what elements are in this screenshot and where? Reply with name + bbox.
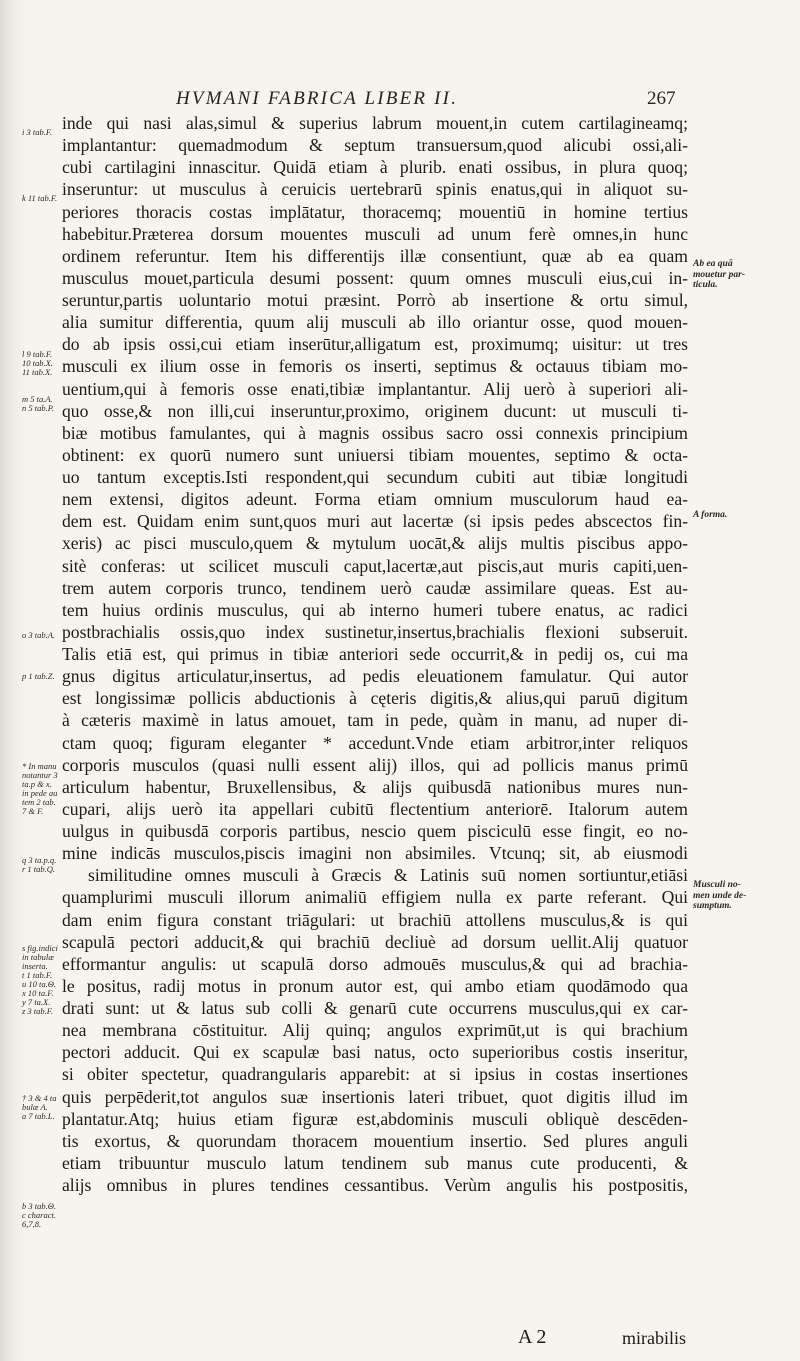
margin-note-left: † 3 & 4 ta bulæ A. a 7 tab.L. [22,1093,57,1121]
margin-note-left: * In manu notantur 3 ta.p & x. in pede au tem 2 tab. 7 & F. [22,761,58,816]
margin-note-left: s fig.indici in tabulæ inserta. t 1 tab.F. u 10 ta.Θ. x 10 ta.F. y 7 ta.X. z 3 tab.F. [22,943,58,1016]
text-line: xeris) ac pisci musculo,quem & mytulum uocāt,& alijs multis piscibus appo- [62,533,688,554]
text-line: alijs omnibus in plures tendines cessantibus. Verùm angulis his postpositis, [62,1175,688,1195]
text-line: similitudine omnes musculi à Græcis & Latinis suū nomen sortiuntur,etiāsi [88,865,688,886]
page-number: 267 [647,88,676,109]
text-line: nea membrana cōstituitur. Alij quinq; angulos exprimūt,ut is qui brachium [62,1020,688,1041]
text-line: articulum habentur, Bruxellensibus, & alijs quibusdā nationibus mures nun- [62,776,688,797]
text-line: ctam quoq; figuram eleganter * accedunt.Vnde etiam arbitror,inter reliquos [62,732,688,753]
text-line: uo tantum exceptis.Isti respondent,qui secundum cubiti aut tibiæ longitudi [62,467,688,487]
text-line: ordinem referuntur. Item his differentijs illæ consentiunt, quæ ab ea quam [62,245,688,266]
text-line: seruntur,partis uoluntario motui præsint. Porrò ab insertione & ortu simul, [62,290,688,310]
text-line: scapulā pectori adducit,& qui brachiū decliuè ad dorsum uellit.Alij quatuor [62,931,688,952]
text-line: efformantur angulis: ut scapulā dorso admouēs musculus,& qui ad brachia- [62,953,688,974]
text-line: tem huius ordinis musculus, qui ab interno humeri tubere enatus, ac radici [62,599,688,620]
margin-note-left: p 1 tab.Z. [22,671,55,681]
text-line: tis exortus, & quorundam thoracem mouentium insertio. Sed plures anguli [62,1130,688,1151]
text-line: quamplurimi musculi illorum animaliū effigiem nulla ex parte referant. Qui [62,887,688,908]
catchword: mirabilis [622,1328,686,1348]
margin-note-left: k 11 tab.F. [22,193,58,203]
text-line: habebitur.Præterea dorsum mouentes musculi ad unum ferè omnes,in hunc [62,223,688,244]
text-line: musculus mouet,particula desumi possent: quum omnes musculi eius,cui in- [62,267,688,288]
margin-note-left: o 3 tab.A. [22,630,56,640]
text-line: sitè conferas: ut scilicet musculi caput,lacertæ,aut piscis,aut muris capiti,uen- [62,555,688,576]
text-line: mine indicās musculos,piscis imagini non absimiles. Vtcunq; sit, ab eiusmodi [62,843,688,864]
text-line: drati sunt: ut & latus sub colli & genarū cute occurrens musculus,qui ex car- [62,998,688,1018]
margin-note-left: i 3 tab.F. [22,127,53,137]
text-line: plantatur.Atq; huius etiam figuræ est,abdominis musculi obliquè descēden- [62,1108,688,1129]
text-line: cupari, alijs uerò ita appellari cubitū flectentium anteriorē. Italorum autem [62,798,688,819]
text-line: obtinent: ex quorū numero sunt uniuersi tibiam mouentes, septimo & octa- [62,444,688,465]
page-footer [0,1326,800,1356]
text-line: inde qui nasi alas,simul & superius labrum mouent,in cutem cartilagineamq; [62,113,688,133]
text-line: uentium,qui à femoris osse enati,tibiæ implantantur. Alij uerò à superiori ali- [62,378,688,399]
text-line: do ab ipsis ossi,cui etiam inserūtur,alligatum est, proximumq; uisitur: ut tres [62,334,688,355]
text-line: est longissimæ pollicis abductionis à cęteris digitis,& alius,qui paruū digitum [62,688,688,709]
running-title: HVMANI FABRICA LIBER II. [176,88,459,109]
text-line: quis perpēderit,tot angulos suæ insertionis lateri tribuet, quot digitis illud im [62,1086,688,1107]
margin-note-left: b 3 tab.Θ. c charact. 6,7,8. [22,1201,56,1229]
text-line: à cæteris maximè in latus amouet, tam in pede, quàm in manu, ad nuper di- [62,710,688,731]
text-line: trem autem corporis trunco, tendinem uerò caudæ assimilare queas. Est au- [62,577,688,598]
text-line: cubi cartilagini innascitur. Quidā etiam à plurib. enati ossibus, in plura quoq; [62,157,688,178]
text-line: si obiter spectetur, quadrangularis apparebit: at si ipsius in costas insertiones [62,1064,688,1085]
text-line: musculi ex ilium osse in femoris os inserti, septimus & octauus tibiam mo- [62,356,688,377]
text-line: quo osse,& non illi,cui inseruntur,proximo, originem ducunt: ut musculi ti- [62,400,688,421]
text-line: alia sumitur differentia, quum alij musculi ab illo oriantur osse, quod mouen- [62,312,688,333]
margin-note-left: m 5 ta.A. n 5 tab.P. [22,394,54,413]
text-line: corporis musculos (quasi nulli essent alij) illos, qui ad pollicis manus primū [62,754,688,775]
text-line: biæ motibus famulantes, qui à magnis ossibus sacro ossi connexis principium [62,422,688,443]
text-line: uulgus in quibusdā corporis partibus, nescio quem pisciculū esse fingit, eo no- [62,821,688,841]
text-line: inseruntur: ut musculus à ceruicis uertebrarū spinis enatus,qui in aliquot su- [62,179,688,200]
text-line: gnus digitus articulatur,insertus, ad pedis eleuationem famulatur. Qui autor [62,666,688,687]
margin-note-right: Musculi no- men unde de- sumptum. [693,880,747,911]
text-line: implantantur: quemadmodum & septum transuersum,quod alicubi ossi,ali- [62,135,688,156]
text-line: pectori adducit. Qui ex scapulæ basi natus, octo superioribus costis inseritur, [62,1042,688,1063]
margin-note-left: q 3 ta.p.q. r 1 tab.Q. [22,855,57,874]
text-line: dam enim figura constant triāgulari: ut brachiū attollens musculus,& is qui [62,909,688,930]
text-line: le positus, radij motus in pronum autor est, qui ambo etiam quodāmodo qua [62,975,688,996]
text-line: dem est. Quidam enim sunt,quos muri aut lacertæ (si ipsis pedes abscectos fin- [62,511,688,532]
text-line: nem extensi, digitos adeunt. Forma etiam omnium musculorum haud ea- [62,489,688,510]
margin-note-right: Ab ea quā mouetur par- ticula. [693,259,745,290]
margin-note-left: l 9 tab.F. 10 tab.X. 11 tab.X. [22,349,53,377]
text-line: periores thoracis costas implātatur, thoracemq; mouentiū in homine tertius [62,201,688,222]
text-line: Talis etiā est, qui primus in tibiæ anteriori sede occurrit,& in pedij os, cui ma [62,644,688,664]
text-line: postbrachialis ossis,quo index sustinetur,insertus,brachialis flexioni subseruit. [62,621,688,642]
margin-note-right: A forma. [693,510,728,520]
signature-mark: A 2 [518,1326,547,1348]
text-line: etiam tribuuntur musculo latum tendinem sub manus cute producenti, & [62,1152,688,1173]
